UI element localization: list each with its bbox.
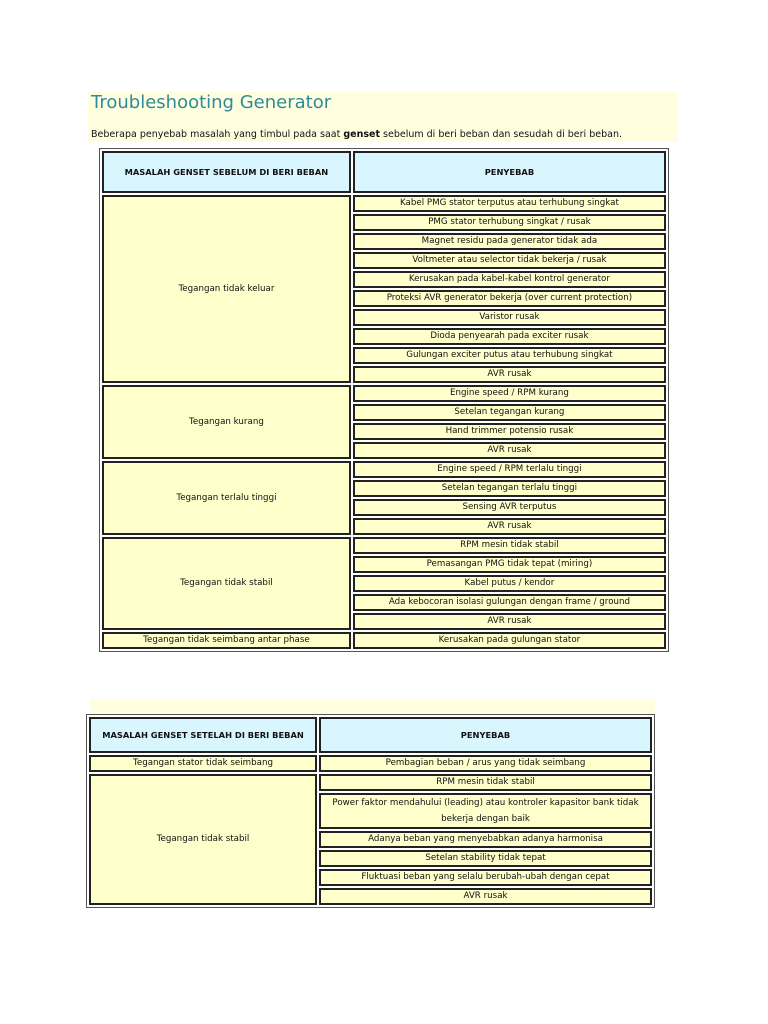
table-row — [102, 385, 666, 402]
cause-cell: Engine speed / RPM kurang — [353, 385, 666, 402]
problem-cell: Tegangan stator tidak seimbang — [89, 755, 317, 772]
cause-cell: RPM mesin tidak stabil — [319, 774, 652, 791]
intro-text-bold: genset — [343, 129, 381, 140]
problem-cell: Tegangan tidak stabil — [102, 537, 351, 630]
cause-cell: Ada kebocoran isolasi gulungan dengan frame / ground — [353, 594, 666, 611]
column-header-cause: PENYEBAB — [319, 717, 652, 753]
column-header-problem: MASALAH GENSET SETELAH DI BERI BEBAN — [89, 717, 317, 753]
table-after-load-body — [89, 755, 652, 905]
cause-cell: Hand trimmer potensio rusak — [353, 423, 666, 440]
column-header-cause: PENYEBAB — [353, 151, 666, 193]
problem-cell: Tegangan kurang — [102, 385, 351, 459]
cause-cell: Fluktuasi beban yang selalu berubah-ubah dengan cepat — [319, 869, 652, 886]
table-row — [102, 195, 666, 212]
cause-cell: Dioda penyearah pada exciter rusak — [353, 328, 666, 345]
problem-cell: Tegangan tidak seimbang antar phase — [102, 632, 351, 649]
cause-cell: Kerusakan pada kabel-kabel kontrol generator — [353, 271, 666, 288]
cause-cell: Pembagian beban / arus yang tidak seimbang — [319, 755, 652, 772]
cause-cell: Proteksi AVR generator bekerja (over current protection) — [353, 290, 666, 307]
cause-cell: Kabel PMG stator terputus atau terhubung singkat — [353, 195, 666, 212]
cause-cell: Varistor rusak — [353, 309, 666, 326]
intro-text — [91, 129, 622, 140]
cause-cell: AVR rusak — [353, 518, 666, 535]
problem-cell: Tegangan terlalu tinggi — [102, 461, 351, 535]
table-row — [102, 461, 666, 478]
table-separator-band — [90, 699, 655, 714]
cause-cell: Kabel putus / kendor — [353, 575, 666, 592]
cause-cell: AVR rusak — [353, 366, 666, 383]
table-before-load — [99, 148, 669, 652]
cause-cell: Power faktor mendahului (leading) atau kontroler kapasitor bank tidak bekerja dengan baik — [319, 793, 652, 829]
cause-cell: AVR rusak — [319, 888, 652, 905]
cause-cell: RPM mesin tidak stabil — [353, 537, 666, 554]
page-title: Troubleshooting Generator — [91, 92, 332, 113]
table-after-load — [86, 714, 655, 908]
cause-cell: Magnet residu pada generator tidak ada — [353, 233, 666, 250]
cause-cell: Setelan tegangan terlalu tinggi — [353, 480, 666, 497]
table-row — [102, 537, 666, 554]
cause-cell: PMG stator terhubung singkat / rusak — [353, 214, 666, 231]
intro-text-end: sebelum di beri beban dan sesudah di beri beban. — [380, 129, 622, 140]
table-row — [89, 755, 652, 772]
cause-cell: AVR rusak — [353, 613, 666, 630]
cause-cell: Setelan tegangan kurang — [353, 404, 666, 421]
cause-cell: Kerusakan pada gulungan stator — [353, 632, 666, 649]
cause-cell: Pemasangan PMG tidak tepat (miring) — [353, 556, 666, 573]
cause-cell: Gulungan exciter putus atau terhubung singkat — [353, 347, 666, 364]
cause-cell: Setelan stability tidak tepat — [319, 850, 652, 867]
table-before-load-body — [102, 195, 666, 649]
column-header-problem: MASALAH GENSET SEBELUM DI BERI BEBAN — [102, 151, 351, 193]
intro-text-start: Beberapa penyebab masalah yang timbul pada saat — [91, 129, 344, 140]
cause-cell: AVR rusak — [353, 442, 666, 459]
problem-cell: Tegangan tidak stabil — [89, 774, 317, 905]
problem-cell: Tegangan tidak keluar — [102, 195, 351, 383]
cause-cell: Engine speed / RPM terlalu tinggi — [353, 461, 666, 478]
cause-cell: Sensing AVR terputus — [353, 499, 666, 516]
cause-cell: Voltmeter atau selector tidak bekerja / rusak — [353, 252, 666, 269]
cause-cell: Adanya beban yang menyebabkan adanya harmonisa — [319, 831, 652, 848]
table-row — [89, 774, 652, 791]
table-row — [102, 632, 666, 649]
